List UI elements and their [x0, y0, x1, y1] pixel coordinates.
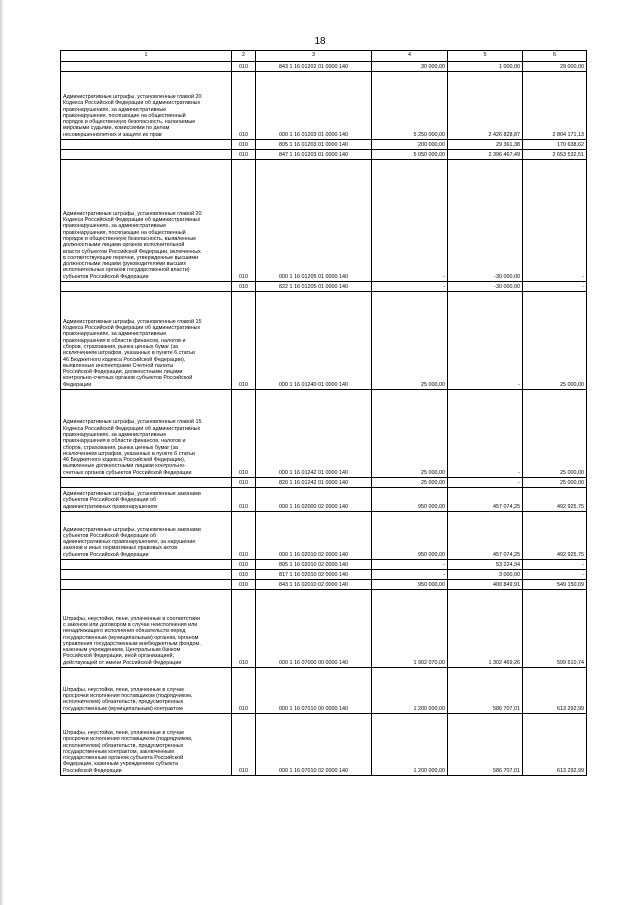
- row-name-cell: [61, 282, 232, 292]
- row-executed-cell: 1 000,00: [448, 62, 523, 72]
- row-remaining-cell: 170 638,62: [523, 140, 587, 150]
- row-planned-cell: -: [372, 282, 448, 292]
- table-row: [61, 72, 587, 140]
- row-kbk-cell: 817 1 16 02010 02 0000 140: [256, 570, 372, 580]
- row-kbk-cell: 822 1 16 01205 01 0000 140: [256, 282, 372, 292]
- row-kbk-cell: 805 1 16 01203 01 0000 140: [256, 140, 372, 150]
- row-kbk-cell: 000 1 16 01203 01 0000 140: [256, 72, 372, 140]
- row-kbk-cell: 843 1 16 01202 01 0000 140: [256, 62, 372, 72]
- table-row: [61, 512, 587, 560]
- row-kbk-cell: 000 1 16 01240 01 0000 140: [256, 292, 372, 390]
- row-kbk-cell: 000 1 16 01205 01 0000 140: [256, 160, 372, 282]
- row-executed-cell: 2 426 828,87: [448, 72, 523, 140]
- table-row: [61, 150, 587, 160]
- row-remaining-cell: 2 804 171,13: [523, 72, 587, 140]
- row-planned-cell: -: [372, 560, 448, 570]
- row-remaining-cell: -: [523, 570, 587, 580]
- row-executed-cell: 586 707,01: [448, 668, 523, 714]
- row-code-cell: 010: [232, 292, 256, 390]
- row-planned-cell: 25 000,00: [372, 292, 448, 390]
- row-planned-cell: 1 200 000,00: [372, 714, 448, 776]
- row-kbk-cell: 000 1 16 02010 02 0000 140: [256, 512, 372, 560]
- row-code-cell: 010: [232, 512, 256, 560]
- row-name-cell: Административные штрафы, установленные главой 20 Кодекса Российской Федерации об административных правонарушениях, за административные правонарушения, посягающие на общественный порядок и общественную безопасность, выявленные должностными лицами органов исполнительной власти субъектов Российской Федерации, включенных в соответствующие перечни, утвержденные высшими должностными лицами (руководителями высших исполнительных органов государственной власти) субъектов Российской Федерации: [61, 160, 232, 282]
- row-name-cell: Штрафы, неустойки, пени, уплаченные в соответствии с законом или договором в случае неисполнения или ненадлежащего исполнения обязательств перед государственным (муниципальным) органом, органом управления государственным внебюджетным фондом, казенным учреждением, Центральным банком Российской Федерации, иной организацией, действующей от имени Российской Федерации: [61, 590, 232, 668]
- row-planned-cell: 25 000,00: [372, 478, 448, 488]
- table-row: [61, 580, 587, 590]
- row-name-cell: [61, 150, 232, 160]
- row-code-cell: 010: [232, 282, 256, 292]
- row-remaining-cell: -: [523, 560, 587, 570]
- row-planned-cell: -: [372, 160, 448, 282]
- row-executed-cell: 1 302 469,26: [448, 590, 523, 668]
- row-name-cell: [61, 62, 232, 72]
- row-executed-cell: 2 396 467,49: [448, 150, 523, 160]
- row-name-cell: [61, 478, 232, 488]
- table-row: [61, 560, 587, 570]
- row-name-cell: [61, 570, 232, 580]
- row-code-cell: 010: [232, 62, 256, 72]
- column-header-3: 3: [256, 51, 372, 62]
- row-name-cell: Административные штрафы, установленные законами субъектов Российской Федерации об административных правонарушениях, за нарушение законов и иных нормативных правовых актов субъектов Российской Федерации: [61, 512, 232, 560]
- table-row: [61, 668, 587, 714]
- row-remaining-cell: 613 292,99: [523, 714, 587, 776]
- row-remaining-cell: 492 925,75: [523, 512, 587, 560]
- row-code-cell: 010: [232, 72, 256, 140]
- report-table: [60, 50, 587, 776]
- row-remaining-cell: 492 925,75: [523, 488, 587, 512]
- row-executed-cell: 3 000,00: [448, 570, 523, 580]
- table-row: [61, 62, 587, 72]
- row-code-cell: 010: [232, 140, 256, 150]
- column-header-4: 4: [372, 51, 448, 62]
- table-row: [61, 160, 587, 282]
- row-name-cell: [61, 560, 232, 570]
- row-name-cell: Административные штрафы, установленные законами субъектов Российской Федерации об административных правонарушениях: [61, 488, 232, 512]
- row-kbk-cell: 000 1 16 01242 01 0000 140: [256, 390, 372, 478]
- column-header-2: 2: [232, 51, 256, 62]
- table-row: [61, 590, 587, 668]
- row-executed-cell: -: [448, 390, 523, 478]
- row-remaining-cell: 29 000,00: [523, 62, 587, 72]
- row-remaining-cell: 25 000,00: [523, 292, 587, 390]
- row-code-cell: 010: [232, 590, 256, 668]
- row-planned-cell: 950 000,00: [372, 488, 448, 512]
- row-executed-cell: 53 224,34: [448, 560, 523, 570]
- header-row: [61, 51, 587, 62]
- row-executed-cell: 29 361,38: [448, 140, 523, 150]
- table-row: [61, 478, 587, 488]
- row-code-cell: 010: [232, 160, 256, 282]
- row-code-cell: 010: [232, 570, 256, 580]
- row-planned-cell: 25 000,00: [372, 390, 448, 478]
- row-planned-cell: 5 050 000,00: [372, 150, 448, 160]
- row-remaining-cell: 549 150,09: [523, 580, 587, 590]
- row-kbk-cell: 805 1 16 02010 02 0000 140: [256, 560, 372, 570]
- row-code-cell: 010: [232, 560, 256, 570]
- row-executed-cell: 400 849,91: [448, 580, 523, 590]
- table-row: [61, 714, 587, 776]
- row-planned-cell: 950 000,00: [372, 580, 448, 590]
- row-code-cell: 010: [232, 150, 256, 160]
- column-header-5: 5: [448, 51, 523, 62]
- row-kbk-cell: 000 1 16 07010 02 0000 140: [256, 714, 372, 776]
- row-code-cell: 010: [232, 488, 256, 512]
- row-remaining-cell: 599 610,74: [523, 590, 587, 668]
- row-code-cell: 010: [232, 714, 256, 776]
- row-name-cell: Штрафы, неустойки, пени, уплаченные в случае просрочки исполнения поставщиком (подрядчиком, исполнителем) обязательств, предусмотренных государственным (муниципальным) контрактом: [61, 668, 232, 714]
- row-planned-cell: 1 200 000,00: [372, 668, 448, 714]
- row-kbk-cell: 000 1 16 07010 00 0000 140: [256, 668, 372, 714]
- table-row: [61, 140, 587, 150]
- column-header-1: 1: [61, 51, 232, 62]
- row-name-cell: Административные штрафы, установленные главой 15 Кодекса Российской Федерации об административных правонарушениях, за административные правонарушения в области финансов, налогов и сборов, страхования, рынка ценных бумаг (за исключением штрафов, указанных в пункте 6 статьи 46 Бюджетного кодекса Российской Федерации), выявленные должностными лицами контрольно- счетных органов субъектов Российской Федерации: [61, 390, 232, 478]
- page-number: 18: [314, 36, 326, 47]
- row-remaining-cell: -: [523, 160, 587, 282]
- table-row: [61, 570, 587, 580]
- row-name-cell: Административные штрафы, установленные главой 20 Кодекса Российской Федерации об административных правонарушениях, за административные правонарушения, посягающие на общественный порядок и общественную безопасность, налагаемые мировыми судьями, комиссиями по делам несовершеннолетних и защите их прав: [61, 72, 232, 140]
- row-executed-cell: -: [448, 292, 523, 390]
- row-executed-cell: -30 000,00: [448, 160, 523, 282]
- row-remaining-cell: 2 653 532,51: [523, 150, 587, 160]
- row-remaining-cell: 25 000,00: [523, 478, 587, 488]
- table-row: [61, 292, 587, 390]
- table-body: [61, 51, 587, 776]
- table-row: [61, 282, 587, 292]
- table-row: [61, 390, 587, 478]
- row-executed-cell: -: [448, 478, 523, 488]
- table-row: [61, 488, 587, 512]
- row-code-cell: 010: [232, 668, 256, 714]
- row-executed-cell: 457 074,25: [448, 512, 523, 560]
- row-kbk-cell: 847 1 16 01203 01 0000 140: [256, 150, 372, 160]
- row-kbk-cell: 843 1 16 02010 02 0000 140: [256, 580, 372, 590]
- row-code-cell: 010: [232, 580, 256, 590]
- row-code-cell: 010: [232, 390, 256, 478]
- row-planned-cell: 200 000,00: [372, 140, 448, 150]
- row-kbk-cell: 000 1 16 07000 00 0000 140: [256, 590, 372, 668]
- row-executed-cell: 457 074,25: [448, 488, 523, 512]
- row-planned-cell: 950 000,00: [372, 512, 448, 560]
- row-planned-cell: 30 000,00: [372, 62, 448, 72]
- row-planned-cell: 5 250 000,00: [372, 72, 448, 140]
- column-header-6: 6: [523, 51, 587, 62]
- row-planned-cell: 1 902 070,00: [372, 590, 448, 668]
- row-kbk-cell: 820 1 16 01242 01 0000 140: [256, 478, 372, 488]
- row-planned-cell: -: [372, 570, 448, 580]
- row-executed-cell: -30 000,00: [448, 282, 523, 292]
- scan-edge-shadow: [0, 0, 4, 905]
- row-remaining-cell: -: [523, 282, 587, 292]
- row-name-cell: Штрафы, неустойки, пени, уплаченные в случае просрочки исполнения поставщиком (подрядчиком, исполнителем) обязательств, предусмотренных государственным контрактом, заключенным государственным органом субъекта Российской Федерации, казенным учреждением субъекта Российской Федерации: [61, 714, 232, 776]
- row-remaining-cell: 25 000,00: [523, 390, 587, 478]
- row-remaining-cell: 613 292,99: [523, 668, 587, 714]
- row-executed-cell: 586 707,01: [448, 714, 523, 776]
- row-kbk-cell: 000 1 16 02000 02 0000 140: [256, 488, 372, 512]
- row-code-cell: 010: [232, 478, 256, 488]
- row-name-cell: [61, 140, 232, 150]
- row-name-cell: Административные штрафы, установленные главой 15 Кодекса Российской Федерации об административных правонарушениях, за административные правонарушения в области финансов, налогов и сборов, страхования, рынка ценных бумаг (за исключением штрафов, указанных в пункте 6 статьи 46 Бюджетного кодекса Российской Федерации), выявленные инспекторами Счетной палаты Российской Федерации, должностными лицами контрольно-счетных органов субъектов Российской Федерации: [61, 292, 232, 390]
- row-name-cell: [61, 580, 232, 590]
